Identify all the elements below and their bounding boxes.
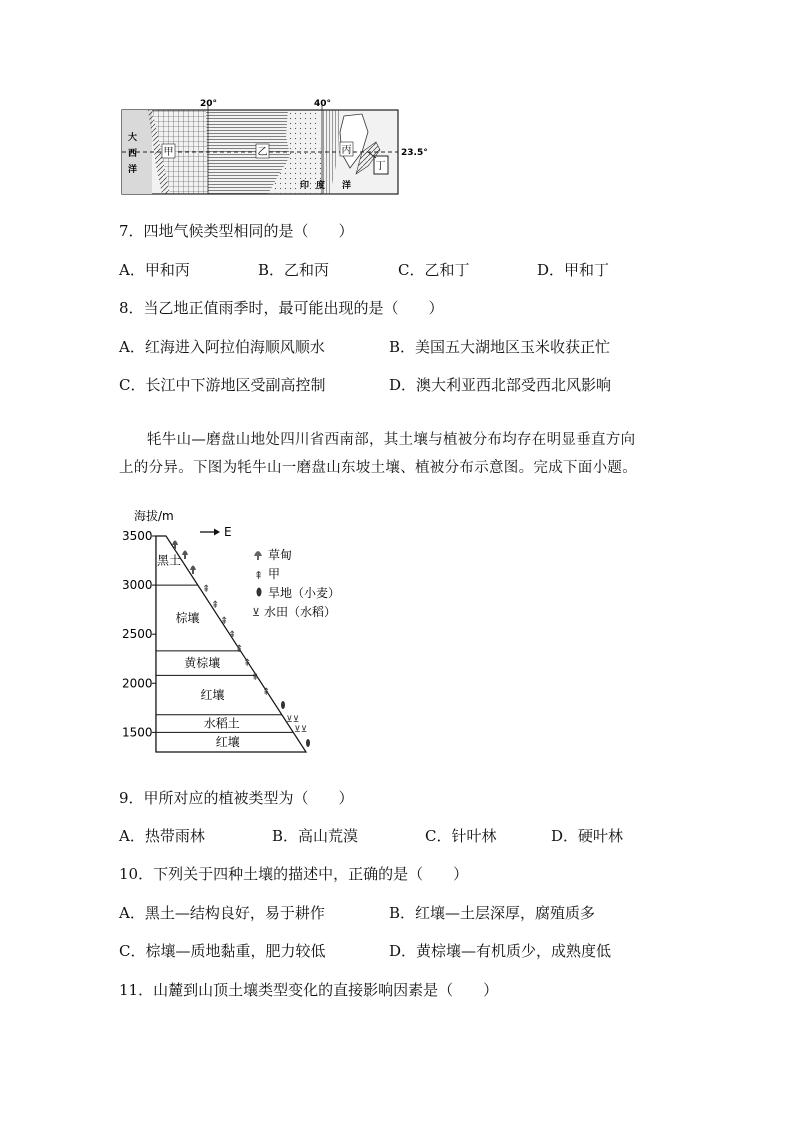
atlantic-label-3: 洋 <box>128 165 138 175</box>
svg-text:⇞: ⇞ <box>235 644 244 655</box>
atlantic-label-1: 大 <box>128 133 138 143</box>
africa-map-figure <box>118 96 440 198</box>
svg-text:⊻⊻: ⊻⊻ <box>286 715 300 725</box>
y-tick-label: 3000 <box>122 578 153 593</box>
q7-option-d: D．甲和丁 <box>537 261 610 279</box>
q8-option-b: B．美国五大湖地区玉米收获正忙 <box>389 338 611 356</box>
svg-text:⇞: ⇞ <box>251 672 260 683</box>
legend-paddy: 水田（水稻） <box>264 605 337 619</box>
question-10-stem: 10．下列关于四种土壤的描述中，正确的是（ ） <box>119 865 469 883</box>
y-tick-label: 2000 <box>122 676 153 691</box>
q9-option-d: D．硬叶林 <box>551 827 624 845</box>
question-11-stem: 11．山麓到山顶土壤类型变化的直接影响因素是（ ） <box>119 981 499 999</box>
y-axis-label: 海拔/m <box>134 509 174 523</box>
svg-text:⇞: ⇞ <box>262 687 271 698</box>
soil-layer-label: 水稻土 <box>203 716 240 731</box>
question-8-stem: 8．当乙地正值雨季时，最可能出现的是（ ） <box>119 299 444 317</box>
svg-text:⇞: ⇞ <box>243 658 252 669</box>
q8-option-a: A．红海进入阿拉伯海顺风顺水 <box>119 338 325 356</box>
y-tick-label: 1500 <box>122 725 153 740</box>
q9-option-b: B．高山荒漠 <box>272 827 359 845</box>
svg-text:⊻: ⊻ <box>252 606 261 619</box>
indian-label-2: 度 <box>316 181 326 191</box>
soil-layer-label: 黄棕壤 <box>184 656 221 671</box>
intro-line-2: 上的分异。下图为牦牛山一磨盘山东坡土壤、植被分布示意图。完成下面小题。 <box>119 460 637 476</box>
svg-text:⇞: ⇞ <box>211 600 220 611</box>
q10-option-c: C．棕壤—质地黏重，肥力较低 <box>119 942 326 960</box>
q8-option-c: C．长江中下游地区受副高控制 <box>119 376 326 394</box>
q7-option-b: B．乙和丙 <box>258 261 330 279</box>
y-tick-label: 2500 <box>122 627 153 642</box>
legend-dryland: 旱地（小麦） <box>268 586 341 600</box>
q9-option-a: A．热带雨林 <box>119 827 205 845</box>
q10-option-a: A．黑土—结构良好，易于耕作 <box>119 904 325 922</box>
svg-text:⇞: ⇞ <box>254 569 264 582</box>
q10-option-d: D．黄棕壤—有机质少，成熟度低 <box>389 942 612 960</box>
svg-text:⇞: ⇞ <box>228 630 237 641</box>
region-label-bing: 丙 <box>341 145 352 156</box>
indian-label-1: 印 <box>300 181 310 191</box>
q7-option-c: C．乙和丁 <box>398 261 470 279</box>
soil-layer-label: 黑土 <box>156 553 181 568</box>
y-tick-label: 3500 <box>122 529 153 543</box>
q10-option-b: B．红壤—土层深厚，腐殖质多 <box>389 904 596 922</box>
y-ticks <box>122 529 156 739</box>
region-label-ding: 丁 <box>375 161 386 172</box>
region-label-jia: 甲 <box>163 147 174 158</box>
legend-jia: 甲 <box>268 567 281 581</box>
question-9-stem: 9．甲所对应的植被类型为（ ） <box>119 789 354 807</box>
soil-layer-label: 红壤 <box>215 735 240 750</box>
svg-text:⊻⊻: ⊻⊻ <box>294 725 308 735</box>
svg-text:⇞: ⇞ <box>202 584 211 595</box>
legend <box>252 547 340 619</box>
atlantic-label-2: 西 <box>128 149 138 159</box>
direction-label: E <box>224 525 232 539</box>
q9-option-c: C．针叶林 <box>425 827 497 845</box>
soil-profile-figure <box>118 500 378 762</box>
indian-label-3: 洋 <box>342 181 352 191</box>
intro-line-1: 牦牛山—磨盘山地处四川省西南部，其土壤与植被分布均存在明显垂直方向 <box>147 432 636 448</box>
svg-text:⇞: ⇞ <box>220 616 229 627</box>
q7-option-a: A．甲和丙 <box>119 261 190 279</box>
region-label-yi: 乙 <box>257 147 268 158</box>
legend-meadow: 草甸 <box>268 548 293 562</box>
lon-label-20: 20° <box>200 99 218 109</box>
lon-label-40: 40° <box>314 99 332 109</box>
soil-layer-label: 红壤 <box>200 688 225 703</box>
soil-profile-svg <box>118 500 378 762</box>
q8-option-d: D．澳大利亚西北部受西北风影响 <box>389 376 612 394</box>
soil-layer-label: 棕壤 <box>175 610 200 625</box>
africa-map-svg <box>118 96 440 198</box>
lat-label-tropic: 23.5° <box>401 148 428 158</box>
question-7-stem: 7．四地气候类型相同的是（ ） <box>119 222 354 240</box>
